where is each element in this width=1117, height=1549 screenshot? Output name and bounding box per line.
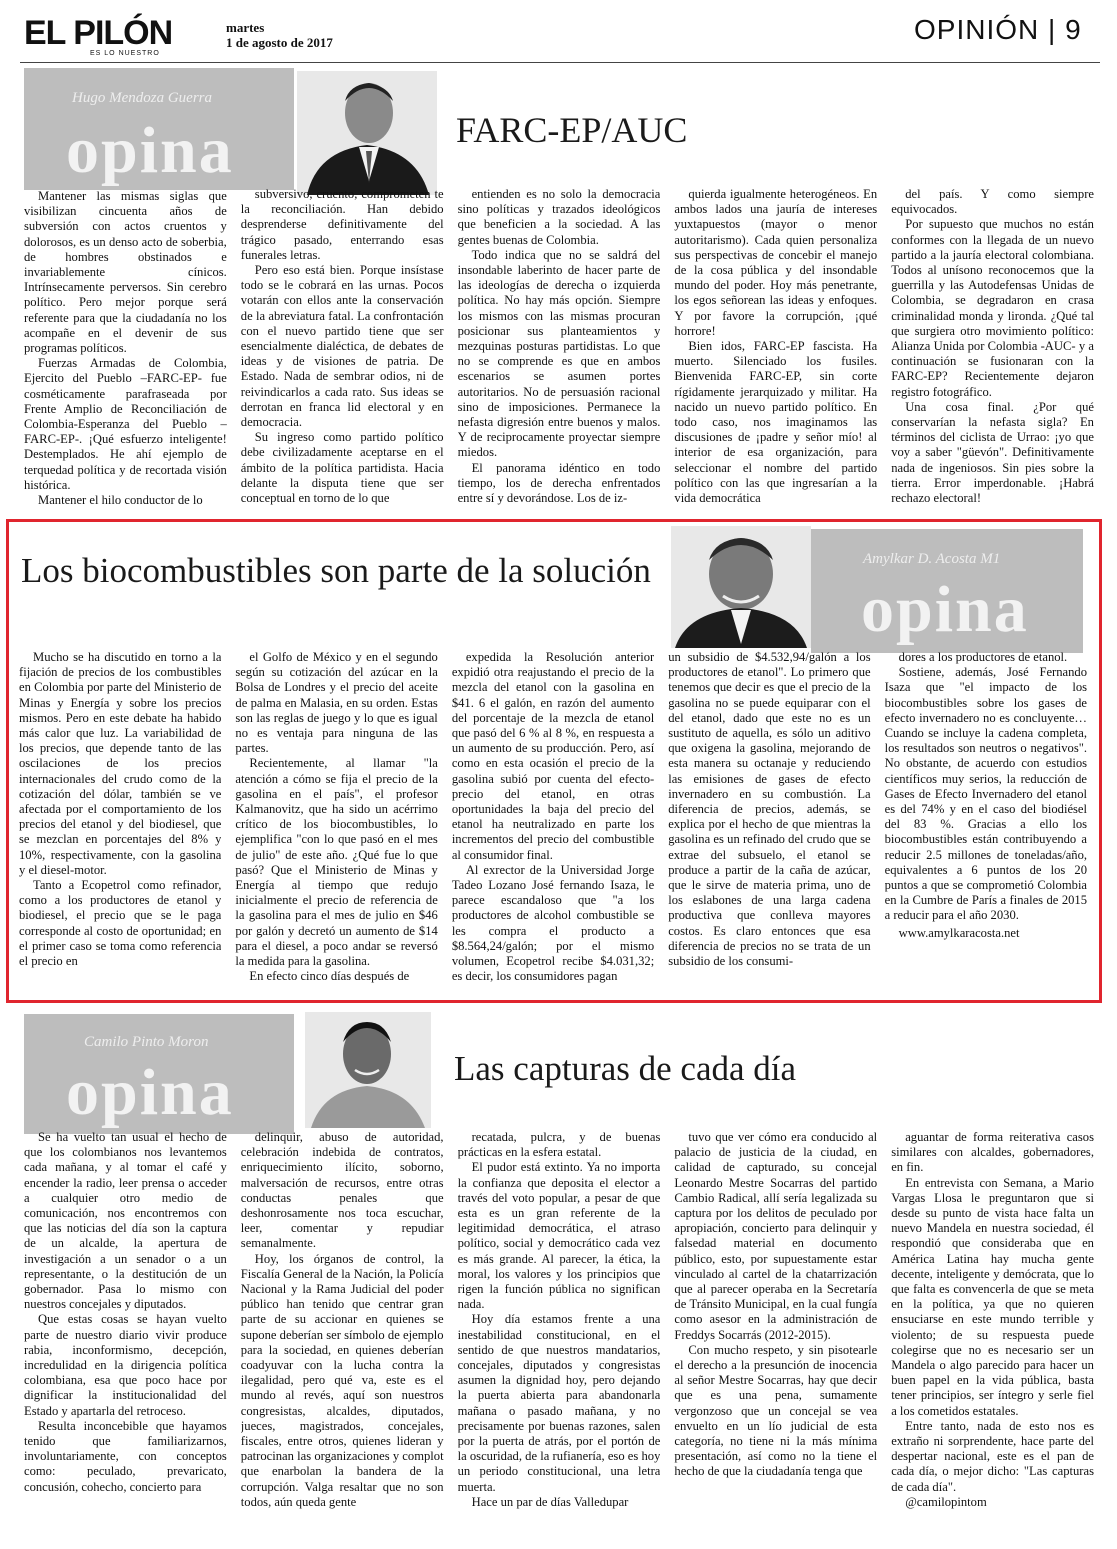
paragraph: Al exrector de la Universidad Jorge Tadeo Lozano José fernando Isaza, le parece escandaloso que "a los productores de alcohol combustible se les compra el producto a $8.564,24/galón; por el mismo volumen, Ecopetrol recibe $4.031,32; es decir, los consumidores pagan bbox=[451, 862, 655, 984]
article-body bbox=[19, 650, 1087, 998]
newspaper-tagline: ES LO NUESTRO bbox=[90, 50, 160, 57]
article-headline: FARC-EP/AUC bbox=[456, 110, 688, 150]
article-column bbox=[891, 1130, 1094, 1545]
paragraph: del país. Y como siempre equivocados. bbox=[891, 187, 1094, 217]
article-column bbox=[674, 1130, 877, 1545]
article-column bbox=[452, 650, 654, 998]
byline-box bbox=[811, 529, 1083, 653]
author-photo bbox=[305, 1012, 431, 1128]
paragraph: subversivo, cruento, comprometen te la reconciliación. Han debido desprenderse definitivamente del trágico pasado, enterrando esas funerales letras. bbox=[240, 187, 444, 262]
paragraph: aguantar de forma reiterativa casos similares con alcaldes, gobernadores, en fin. bbox=[891, 1130, 1094, 1175]
paragraph: Por supuesto que muchos no están conformes con la llegada de un nuevo partido a la jauría electoral colombiana. Todos al unísono reconocemos que la guerrilla y las Autodefensas Unidas de Colombia, se degradaron en crasa criminalidad monda y lironda. ¿Qué tal que surgiera otro movimiento político: Alianza Unida por Colombia -AUC- y a continuación se fusionaran con la FARC-EP? Recientemente dejaron registro fotográfico. bbox=[891, 217, 1094, 399]
article-column bbox=[235, 650, 437, 998]
author-photo bbox=[297, 71, 437, 195]
article-biocombustibles bbox=[9, 522, 1099, 1000]
author-name: Hugo Mendoza Guerra bbox=[72, 90, 212, 106]
article-column bbox=[674, 187, 877, 515]
article-column bbox=[458, 187, 661, 515]
article-column bbox=[24, 187, 227, 515]
article-column bbox=[19, 650, 221, 998]
paragraph: Una cosa final. ¿Por qué conservarían la nefasta sigla? En términos del ciclista de Urrao: ¡yo que voy a saber "güevón". Definitivamente nada de ingeniosos. Sin pies sobre la tierra. Error imperdonable. ¡Habrá rechazo electoral! bbox=[891, 399, 1094, 506]
article-capturas bbox=[0, 1006, 1117, 1549]
page-header bbox=[0, 0, 1117, 62]
article-headline: Los biocombustibles son parte de la solución bbox=[21, 551, 651, 590]
paragraph: Resulta inconcebible que hayamos tenido que familiarizarnos, involuntariamente, con conceptos como: peculado, prevaricato, concusión, cohecho, concierto para bbox=[24, 1418, 227, 1494]
author-name: Amylkar D. Acosta M1 bbox=[863, 551, 1001, 567]
paragraph: Hoy día estamos frente a una inestabilidad constitucional, en el sentido de que nuestros mandatarios, concejales, diputados y congresistas asumen la dignidad hoy, pero dejando la puerta abierta para abandonarla mañana o pasado mañana, y no precisamente por buenas razones, salen por la puerta de atrás, por el portón de la oscuridad, de la rufianería, eso es hoy un periodo constitucional, una letra muerta. bbox=[457, 1312, 661, 1494]
paragraph: En entrevista con Semana, a Mario Vargas Llosa le preguntaron que si desde su punto de vista hace falta un nuevo Mandela en nuestra sociedad, él respondió que consideraba que en América Latina hay mucha gente decente, inteligente y demócrata, que lo que falta es convencerla de que se meta en la política, ya que no quieren ensuciarse en este mundo terrible y violento; de su respuesta puede colegirse que no es necesario ser un Mandela o algo parecido para hacer un buen papel en la vida pública, basta tener principios, ser íntegro y serle fiel a los cometidos estatales. bbox=[891, 1175, 1094, 1418]
paragraph: Bien idos, FARC-EP fascista. Ha muerto. Silenciado los fusiles. Bienvenida FARC-EP, sin corte rígidamente jerarquizado y militar. Ha nacido un nuevo partido político. En todo caso, nos imaginamos las discusiones de ¡padre y señor mío! al interior de esa organización, para seleccionar el nombre del partido político con las que ingresarían a la vida democrática bbox=[674, 339, 878, 506]
byline-box bbox=[24, 68, 294, 190]
article-column bbox=[458, 1130, 661, 1545]
article-column bbox=[24, 1130, 227, 1545]
paragraph: delinquir, abuso de autoridad, celebración indebida de contratos, enriquecimiento ilícito, soborno, malversación de recursos, entre otras conductas penales que deshonrosamente nos toca escuchar, leer, comentar y repudiar semanalmente. bbox=[240, 1130, 444, 1251]
author-website: www.amylkaracosta.net bbox=[898, 925, 1020, 940]
paragraph: un subsidio de $4.532,94/galón a los productores de etanol". Lo primero que tenemos que decir es que el precio de la gasolina no se puede equiparar con el del etanol, dado que este no es un sustituto de aquella, es sólo un aditivo que oxigena la gasolina, mejorando de esta manera su octanaje y reduciendo las emisiones de gases de efecto invernadero en su combustión. La diferencia de precios, además, se explica por el hecho de que mientras la gasolina es un refinado del crudo que se extrae del subsuelo, el etanol se produce a partir de la caña de azúcar, que le sirve de materia prima, uno de los eslabones de una larga cadena productiva que conlleva mayores costos. Es claro entonces que esa diferencia de precios no se trata de un subsidio de los consumi- bbox=[668, 650, 871, 969]
newspaper-logo: EL PILÓN bbox=[24, 14, 173, 52]
paragraph: expedida la Resolución anterior expidió otra reajustando el precio de la mezcla del etanol con la gasolina en $41. 6 el galón, en razón del aumento del porcentaje de la mezcla de etanol que pasó del 6 % al 8 %, en respuesta a un aumento de su producción. Pero, así como en esta ocasión el precio de la gasolina subió por cuenta del efecto-precio del etanol, en otras oportunidades la baja del precio del etanol ha neutralizado en parte los incrementos del precio del combustible al consumidor final. bbox=[451, 650, 655, 862]
paragraph: Con mucho respeto, y sin pisotearle el derecho a la presunción de inocencia al señor Mestre Socarras, hay que decir que es una pena, sumamente vergonzoso que un concejal se vea envuelto en un lío judicial de esta categoría, no tiene ni la más mínima presentación, así como no la tiene el hecho de que la ciudadanía tenga que bbox=[674, 1342, 878, 1479]
paragraph: Mantener el hilo conductor de lo bbox=[38, 493, 203, 508]
author-name: Camilo Pinto Moron bbox=[84, 1034, 209, 1050]
paragraph: Todo indica que no se saldrá del insondable laberinto de hacer parte de las ideologías de derecha o izquierda política. No hay más opción. Siempre los mismos con las mismas procuran posicionar sus planteamientos y mezquinas posturas partidistas. Lo que no se comprende es que en ambos escenarios se asumen portes autoritarios. No de persuasión racional sino de imposiciones. Permanece la nefasta digresión entre buenos y malos. Y de reciprocamente proyectar siempre miedos. bbox=[457, 247, 661, 460]
author-photo bbox=[671, 526, 811, 648]
article-column bbox=[668, 650, 870, 998]
paragraph: El pudor está extinto. Ya no importa la confianza que deposita el elector a través del voto popular, a pesar de que esta es un gran referente de la legitimidad democrática, el atraso político, social y democrático cada vez es más grande. Al parecer, la ética, la moral, los valores y los principios que rigen la función pública no significan nada. bbox=[457, 1160, 661, 1312]
article-headline: Las capturas de cada día bbox=[454, 1049, 797, 1088]
byline-box bbox=[24, 1014, 294, 1134]
paragraph: El panorama idéntico en todo tiempo, los de derecha enfrentados entre sí y devorándose. Los de iz- bbox=[457, 460, 661, 506]
paragraph: Hace un par de días Valledupar bbox=[471, 1494, 629, 1509]
section-page-label: OPINIÓN | 9 bbox=[914, 14, 1082, 45]
opina-label: opina bbox=[861, 573, 1029, 646]
dateline bbox=[226, 20, 333, 50]
paragraph: Recientemente, al llamar "la atención a cómo se fija el precio de la gasolina en el país", el profesor Kalmanovitz, que ha sido un acérrimo crítico de los biocombustibles, lo ejemplifica "con lo que pasó en el mes de julio" de este año. ¿Qué fue lo que pasó? Que el Ministerio de Minas y Energía al tiempo que redujo inicialmente el precio de referencia de la gasolina para el mes de julio en $46 por galón y decretó un aumento de $14 para el diesel, a poco andar se reversó la medida para la gasolina. bbox=[235, 756, 438, 969]
article-farc bbox=[0, 63, 1117, 518]
article-body bbox=[24, 187, 1094, 515]
paragraph: En efecto cinco días después de bbox=[249, 969, 410, 984]
paragraph: Tanto a Ecopetrol como refinador, como a los productores de etanol y biodiesel, el precio que se le paga corresponde al costo de oportunidad; en el primer caso se toma como referencia el precio en bbox=[19, 878, 222, 969]
paragraph: Pero eso está bien. Porque insístase todo se le cobrará en las urnas. Pocos votarán con ellos ante la conservación de la abreviatura fatal. La confrontación con el nuevo partido tiene que ser esencialmente dialéctica, de debates de ideas y de visiones de patria. De Estado. Nada de sembrar odios, ni de reivindicarlos a cada rato. Sus ideas se derrotan en franca lid electoral y en democracia. bbox=[240, 263, 444, 430]
paragraph: Mantener las mismas siglas que visibilizan cincuenta años de subversión con actos cruentos y dolorosos, es un denso acto de soberbia, de hombres obstinados e invariablemente cínicos. Intrínsecamente perversos. Sin cerebro político. Pero mejor porque será referente para que la ciudadanía no los acompañe en el devenir de sus programas políticos. bbox=[24, 189, 227, 356]
article-column bbox=[241, 187, 444, 515]
paragraph: Sostiene, además, José Fernando Isaza que "el impacto de los biocombustibles sobre los gases de efecto invernadero no es concluyente… Cuando se incluye la cadena completa, los resultados son neutros o negativos". No obstante, de acuerdo con estudios científicos muy serios, la reducción de Gases de Efecto Invernadero del etanol es del 74% y en el caso del biodiésel del 83 %. Gracias a ello los biocombustibles están contribuyendo a reducir 2.5 millones de toneladas/año, equivalentes a 6 puntos de los 20 puntos a que se comprometió Colombia en la Cumbre de París a finales de 2015 a reducir para el año 2030. bbox=[884, 665, 1088, 923]
paragraph: Que estas cosas se hayan vuelto parte de nuestro diario vivir produce rabia, inconformismo, decepción, incredulidad en la dirigencia política colombiana, esa que poco hace por dignificar la institucionalidad del Estado y apartarla del retroceso. bbox=[24, 1312, 227, 1418]
publication-date: 1 de agosto de 2017 bbox=[226, 35, 333, 50]
paragraph: Hoy, los órganos de control, la Fiscalía General de la Nación, la Policía Nacional y la Rama Judicial del poder público han tenido que centrar gran parte de su accionar en quienes se supone deberían ser símbolo de ejemplo para la sociedad, en quienes deberían coadyuvar con la lucha contra la ilegalidad, pero qué va, este es el mundo al revés, aquí son nuestros congresistas, alcaldes, diputados, jueces, magistrados, concejales, fiscales, entre otros, quienes lideran y patrocinan las organizaciones y complot que enarbolan la bandera de la corrupción. Valga resaltar que no son todos, aún queda gente bbox=[240, 1251, 444, 1509]
paragraph: dores a los productores de etanol. bbox=[898, 650, 1068, 664]
paragraph: Fuerzas Armadas de Colombia, Ejercito del Pueblo –FARC-EP- fue cosméticamente parafraseada por Frente Amplio de Reconciliación de Colombia-Esperanza del Pueblo –FARC-EP-. ¡Qué esfuerzo inteligente! Destemplados. He ahí ejemplo de terquedad política y de recortada visión histórica. bbox=[24, 356, 227, 492]
paragraph: el Golfo de México y en el segundo según su cotización del azúcar en la Bolsa de Londres y el precio del aceite de palma en Malasia, en su orden. Estas son las reglas de juego y lo que es igual no es ventaja para ninguna de las partes. bbox=[235, 650, 438, 756]
article-body bbox=[24, 1130, 1094, 1545]
author-handle: @camilopintom bbox=[905, 1494, 987, 1509]
paragraph: tuvo que ver cómo era conducido al palacio de justicia de la ciudad, en calidad de capturado, su concejal Leonardo Mestre Socarras del partido Cambio Radical, allí sería legalizada su captura por los delitos de peculado por apropiación, concierto para delinquir y falsedad material en documento público, esto, por supuestamente estar vinculado al cartel de la chatarrización que al parecer operaba en la Secretaría de Tránsito Municipal, en la cual fungía como asesor en la administración de Freddys Socarrás (2012-2015). bbox=[674, 1130, 878, 1342]
article-column bbox=[891, 187, 1094, 515]
paragraph: recatada, pulcra, y de buenas prácticas en la esfera estatal. bbox=[457, 1130, 661, 1160]
day-of-week: martes bbox=[226, 20, 265, 35]
paragraph: Su ingreso como partido político debe civilizadamente aceptarse en el ámbito de la política partidista. Hacia delante la disputa tiene que ser conceptual en torno de lo que bbox=[240, 430, 444, 506]
opina-label: opina bbox=[66, 1056, 234, 1129]
paragraph: entienden es no solo la democracia sino políticas y trazados ideológicos que beneficien a la sociedad. A las gentes buenas de Colombia. bbox=[457, 187, 661, 247]
article-column bbox=[885, 650, 1087, 998]
paragraph: Mucho se ha discutido en torno a la fijación de precios de los combustibles en Colombia por parte del Ministerio de Minas y Energía y sobre los precios mismos. Pero en este debate ha habido más calor que luz. La variabilidad de los precios, que depende tanto de las oscilaciones de los precios internacionales del crudo como de la cotización del dólar, también se ve afectada por el comportamiento de los precios del etanol y del biodiesel, que se mezclan en porcentajes del 8% y 10%, respectivamente, con la gasolina y el diesel-motor. bbox=[19, 650, 222, 877]
paragraph: quierda igualmente heterogéneos. En ambos lados una jauría de intereses yuxtapuestos (mayor o menor autoritarismo). Cada quien personaliza sus perspectivas de concebir el manejo de la cosa pública y del insondable mundo del poder. Hoy más penetrante, los egos señorean las ideas y enfoques. Y por favore la corrupción, ¡qué horrore! bbox=[674, 187, 878, 338]
paragraph: Entre tanto, nada de esto nos es extraño ni sorprendente, hace parte del despertar nacional, este es el pan de cada día, o mejor dicho: "Las capturas de cada día". bbox=[891, 1418, 1094, 1494]
article-column bbox=[241, 1130, 444, 1545]
opina-label: opina bbox=[66, 114, 234, 187]
paragraph: Se ha vuelto tan usual el hecho de que los colombianos nos levantemos cada mañana, y al tomar el café y encender la radio, leer prensa o acceder a cualquier otro medio de comunicación, nos encontremos con que las noticias del día son la captura de un alcalde, la apertura de investigación a un senador o a un representante, o la destitución de un gobernador. Pasa lo mismo con nuestros concejales y diputados. bbox=[24, 1130, 227, 1312]
